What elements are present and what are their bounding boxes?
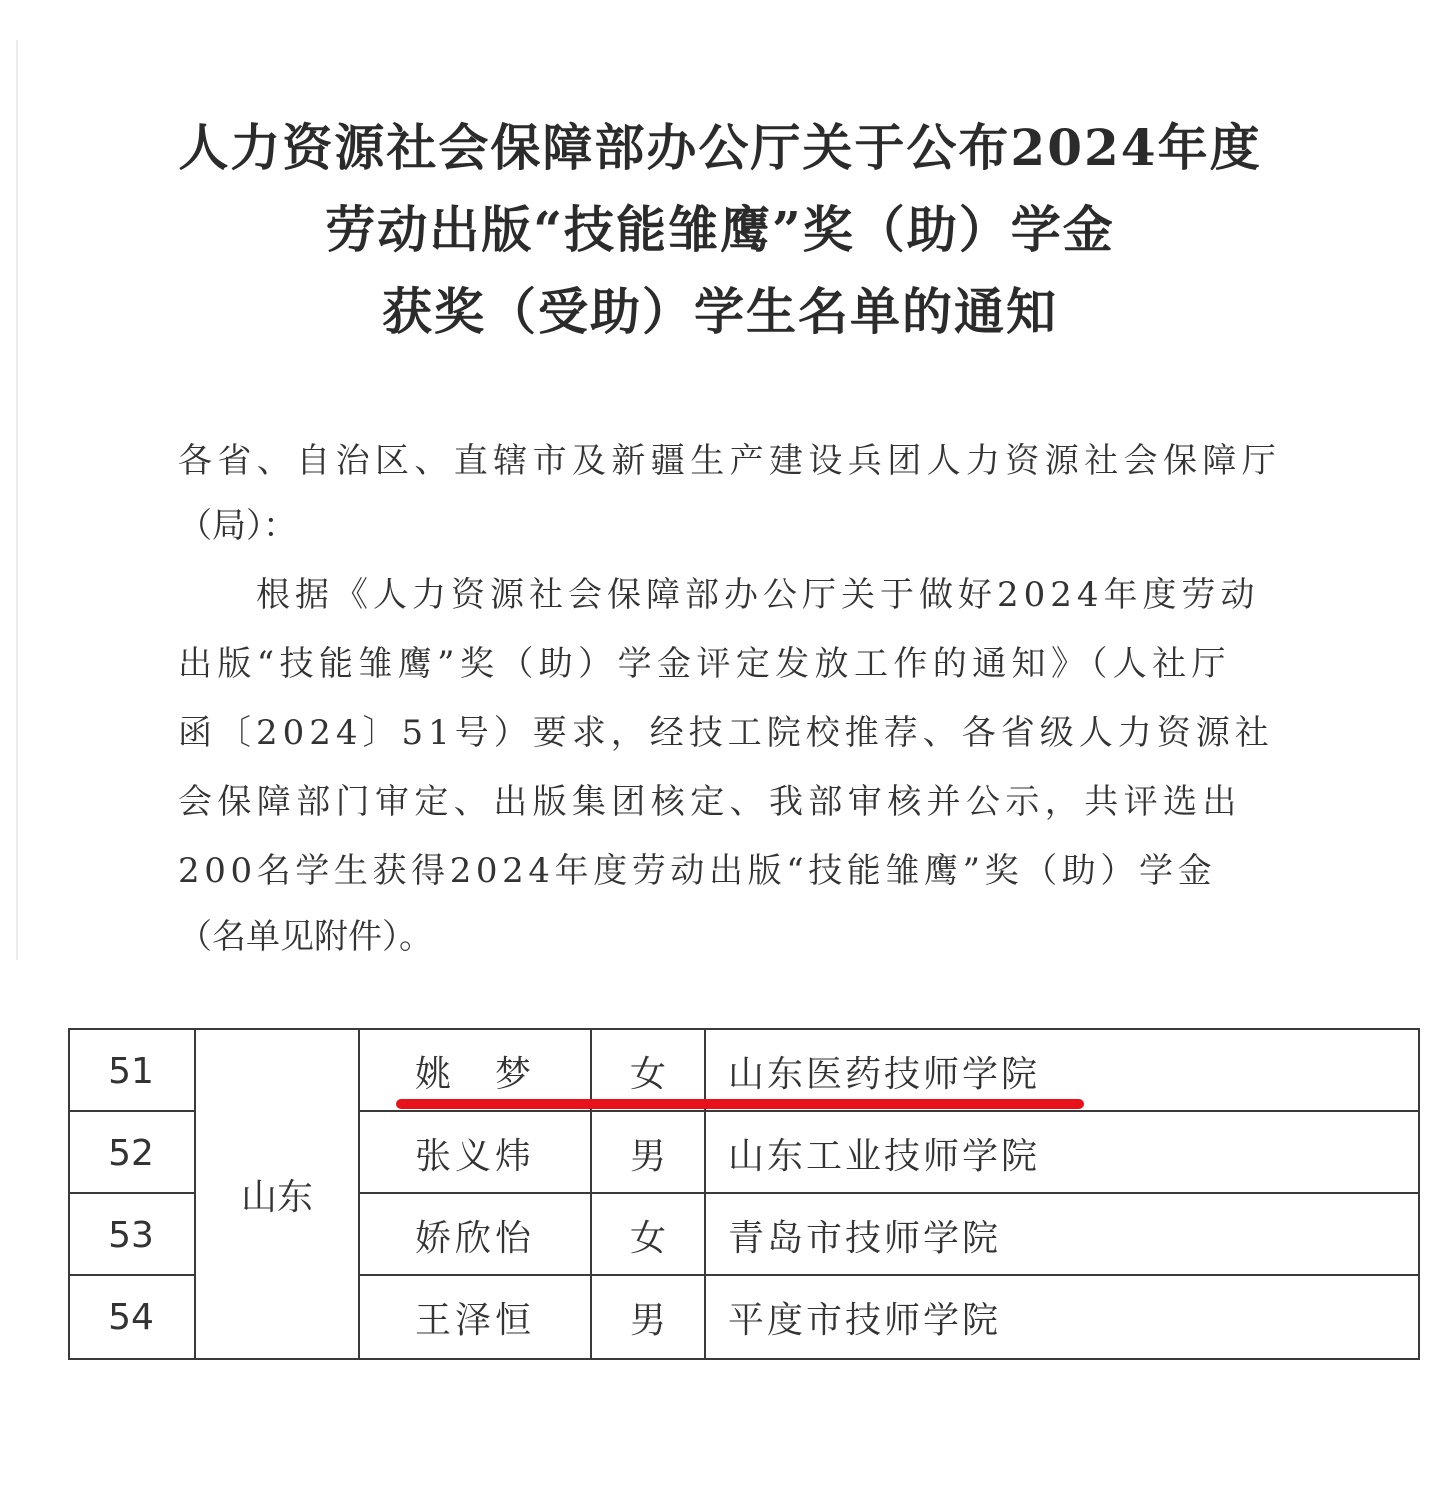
body-line-2: （局）： [178,506,297,546]
student-school: 青岛市技师学院 [728,1217,1002,1259]
student-gender: 女 [629,1217,666,1259]
body-line-7: 200名学生获得2024年度劳动出版“技能雏鹰”奖（助）学金 [178,851,1217,891]
province-cell: 山东 [240,1176,313,1218]
award-table [68,1028,1420,1360]
body-line-1: 各省、自治区、直辖市及新疆生产建设兵团人力资源社会保障厅 [178,441,1282,481]
student-school: 山东医药技师学院 [728,1053,1041,1095]
page-edge [16,40,18,960]
col-divider [704,1028,706,1360]
student-gender: 男 [629,1135,666,1177]
body-line-3: 根据《人力资源社会保障部办公厅关于做好2024年度劳动 [178,575,1260,615]
title-line-3: 获奖（受助）学生名单的通知 [382,282,1058,341]
student-school: 平度市技师学院 [728,1299,1002,1341]
row-number: 51 [108,1050,154,1092]
student-name: 娇欣怡 [414,1217,535,1259]
body-line-5: 函〔2024〕51号）要求，经技工院校推荐、各省级人力资源社 [178,713,1274,753]
row-number: 54 [108,1296,154,1338]
title-line-2: 劳动出版“技能雏鹰”奖（助）学金 [325,200,1115,259]
col-divider [1418,1028,1420,1360]
student-gender: 男 [629,1299,666,1341]
student-name: 王泽恒 [414,1299,535,1341]
row-number: 53 [108,1214,154,1256]
body-line-4: 出版“技能雏鹰”奖（助）学金评定发放工作的通知》（人社厅 [178,644,1231,684]
row-number: 52 [108,1132,154,1174]
body-line-8: （名单见附件）。 [178,917,433,957]
student-name: 姚 梦 [414,1053,535,1095]
body-line-6: 会保障部门审定、出版集团核定、我部审核并公示，共评选出 [178,782,1242,822]
student-gender: 女 [629,1053,666,1095]
student-school: 山东工业技师学院 [728,1135,1041,1177]
title-line-1: 人力资源社会保障部办公厅关于公布2024年度 [178,118,1262,177]
student-name: 张义炜 [414,1135,535,1177]
red-highlight-underline [396,1099,1084,1109]
